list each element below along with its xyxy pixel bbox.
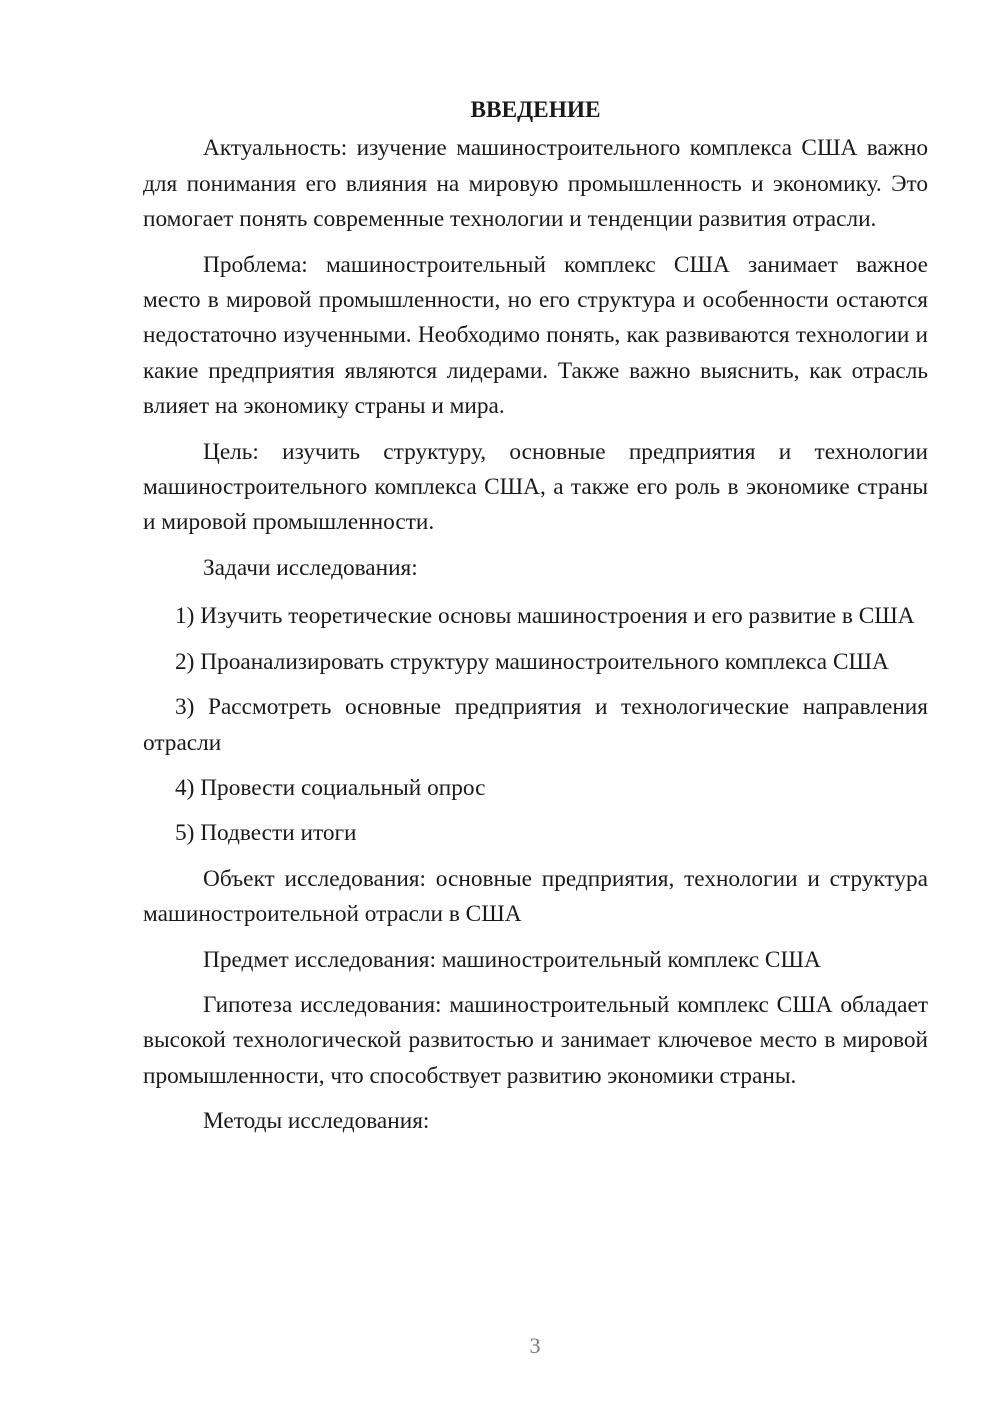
tasks-heading: Задачи исследования:	[203, 554, 418, 581]
task-item-1: 1) Изучить теоретические основы машиностроения и его развитие в США	[175, 603, 915, 630]
task-item-3: 3) Рассмотреть основные предприятия и технологические направления отрасли	[143, 694, 928, 756]
task-item-4: 4) Провести социальный опрос	[175, 774, 486, 801]
page-number: 3	[529, 1333, 541, 1358]
task-item-5: 5) Подвести итоги	[175, 820, 357, 847]
paragraph-subject: Предмет исследования: машиностроительный комплекс США	[203, 946, 821, 973]
document-body	[143, 93, 928, 1153]
section-title: ВВЕДЕНИЕ	[470, 97, 601, 123]
paragraph-hypothesis: Гипотеза исследования: машиностроительный комплекс США обладает высокой технологической развитостью и занимает ключевое место в мировой промышленности, что способствует развитию экономики страны.	[143, 991, 928, 1089]
paragraph-relevance: Актуальность: изучение машиностроительного комплекса США важно для понимания его влияния на мировую промышленность и экономику. Это помогает понять современные технологии и тенденции развития отрасли.	[143, 135, 928, 233]
paragraph-goal: Цель: изучить структуру, основные предприятия и технологии машиностроительного комплекса США, а также его роль в экономике страны и мировой промышленности.	[143, 438, 928, 536]
paragraph-problem: Проблема: машиностроительный комплекс США занимает важное место в мировой промышленности, но его структура и особенности остаются недостаточно изученными. Необходимо понять, как развиваются технологии и какие предприятия являются лидерами. Также важно выяснить, как отрасль влияет на экономику страны и мира.	[143, 251, 928, 420]
methods-heading: Методы исследования:	[203, 1108, 430, 1135]
task-item-2: 2) Проанализировать структуру машиностроительного комплекса США	[175, 648, 889, 675]
paragraph-object: Объект исследования: основные предприятия, технологии и структура машиностроительной отрасли в США	[143, 865, 928, 928]
